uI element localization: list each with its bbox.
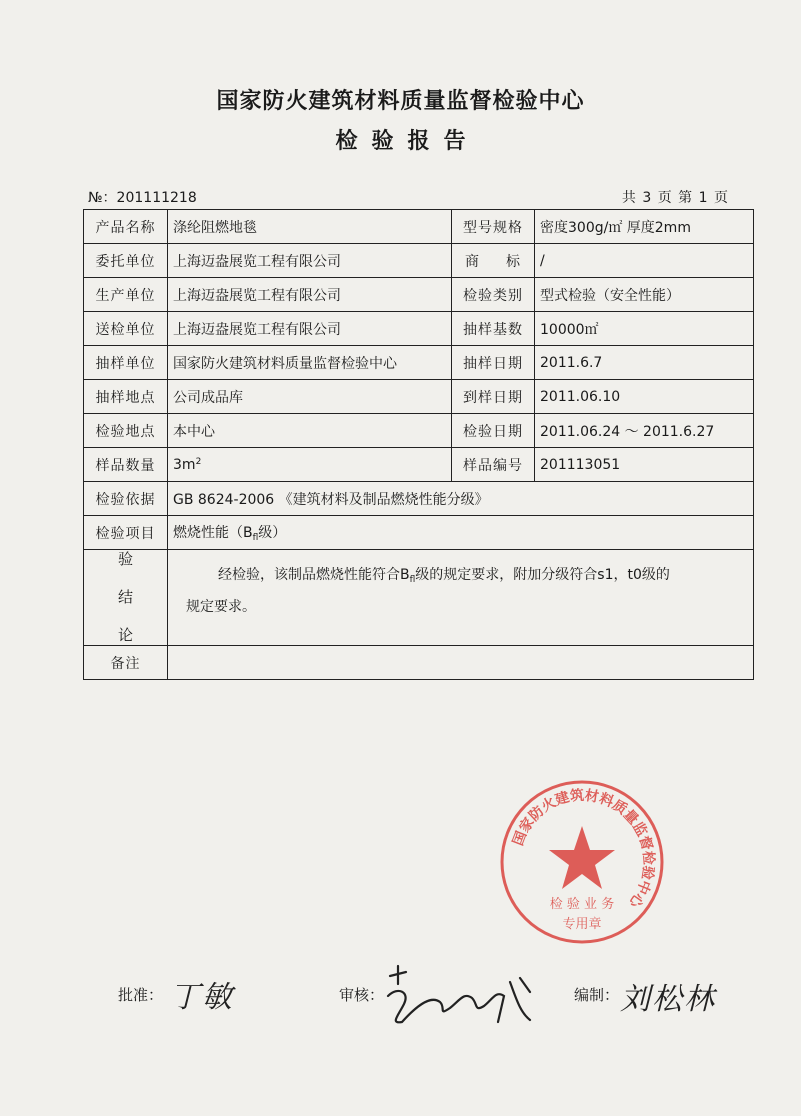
test-date-value: 2011.06.24 ～ 2011.6.27	[535, 414, 754, 448]
basis-value: GB 8624-2006 《建筑材料及制品燃烧性能分级》	[168, 482, 754, 516]
review-signature	[380, 962, 550, 1032]
item-value-b: 级）	[258, 525, 287, 541]
manufacturer-value: 上海迈盎展览工程有限公司	[168, 278, 452, 312]
table-row	[84, 516, 754, 550]
trademark-value: /	[535, 244, 754, 278]
page-count: 共 3 页 第 1 页	[621, 190, 729, 206]
product-name-label: 产品名称	[84, 210, 168, 244]
model-spec-value: 密度300g/㎡ 厚度2mm	[535, 210, 754, 244]
seal-ring-text	[509, 787, 657, 912]
conclusion-body	[168, 550, 754, 646]
sample-qty-value	[168, 448, 452, 482]
table-row	[84, 380, 754, 414]
seal-ring	[502, 782, 662, 942]
table-row	[84, 448, 754, 482]
approve-signature: 丁敏	[170, 980, 234, 1015]
conclusion-line-1	[218, 562, 670, 593]
remarks-row	[84, 646, 754, 680]
remarks-value	[168, 646, 754, 680]
compile-label: 编制：	[574, 986, 620, 1004]
official-seal-stamp	[498, 778, 666, 946]
conclusion-line-1-sub: fl	[409, 575, 416, 585]
conclusion-line-1a: 经检验，该制品燃烧性能符合B	[218, 567, 410, 583]
arrival-date-value: 2011.06.10	[535, 380, 754, 414]
report-table	[83, 209, 754, 680]
trademark-label-b: 标	[506, 253, 521, 270]
item-value-sub: fl	[252, 533, 259, 543]
sampling-unit-label: 抽样单位	[84, 346, 168, 380]
seal-center-b: 专用章	[562, 917, 602, 932]
sample-qty-number: 3	[173, 456, 182, 473]
trademark-label-a: 商	[465, 253, 480, 270]
test-place-label: 检验地点	[84, 414, 168, 448]
manufacturer-label: 生产单位	[84, 278, 168, 312]
table-row	[84, 312, 754, 346]
test-type-value: 型式检验（安全性能）	[535, 278, 754, 312]
model-spec-label: 型号规格	[452, 210, 535, 244]
conclusion-line-3	[218, 644, 671, 646]
conclusion-label-char: 结	[117, 588, 133, 606]
conclusion-line-2: 规定要求。	[186, 599, 256, 615]
conclusion-label	[84, 550, 168, 646]
arrival-date-label: 到样日期	[452, 380, 535, 414]
compile-signature: 刘松林	[620, 982, 716, 1017]
approve-label: 批准：	[118, 986, 164, 1004]
table-row	[84, 210, 754, 244]
conclusion-line-1b: 级的规定要求，附加分级符合s1，t0级的	[415, 567, 670, 583]
client-value: 上海迈盎展览工程有限公司	[168, 244, 452, 278]
test-date-label: 检验日期	[452, 414, 535, 448]
table-row	[84, 244, 754, 278]
sample-qty-label: 样品数量	[84, 448, 168, 482]
conclusion-label-char: 验	[117, 550, 133, 568]
sampling-place-value: 公司成品库	[168, 380, 452, 414]
seal-star-icon	[549, 826, 615, 889]
org-title: 国家防火建筑材料质量监督检验中心	[216, 89, 585, 114]
basis-label: 检验依据	[84, 482, 168, 516]
sampling-place-label: 抽样地点	[84, 380, 168, 414]
sampling-date-label: 抽样日期	[452, 346, 535, 380]
seal-center-a: 检 验 业 务	[549, 897, 615, 912]
seal-ring-textpath: 国家防火建筑材料质量监督检验中心	[510, 787, 657, 911]
sampling-date-value: 2011.6.7	[535, 346, 754, 380]
report-number: №：201111218	[88, 190, 197, 206]
table-row	[84, 278, 754, 312]
document-title: 检验报告	[335, 129, 480, 154]
remarks-label: 备注	[84, 646, 168, 680]
product-name-value: 涤纶阻燃地毯	[168, 210, 452, 244]
submitter-value: 上海迈盎展览工程有限公司	[168, 312, 452, 346]
sample-no-value: 201113051	[535, 448, 754, 482]
sampling-unit-value: 国家防火建筑材料质量监督检验中心	[168, 346, 452, 380]
table-row	[84, 414, 754, 448]
sample-base-label: 抽样基数	[452, 312, 535, 346]
test-place-value: 本中心	[168, 414, 452, 448]
client-label: 委托单位	[84, 244, 168, 278]
sample-no-label: 样品编号	[452, 448, 535, 482]
item-label: 检验项目	[84, 516, 168, 550]
trademark-label	[452, 244, 535, 278]
sample-qty-unit: m	[181, 456, 196, 473]
test-type-label: 检验类别	[452, 278, 535, 312]
sample-base-value: 10000㎡	[535, 312, 754, 346]
item-value	[168, 516, 754, 550]
conclusion-row	[84, 550, 754, 646]
table-row	[84, 346, 754, 380]
item-value-a: 燃烧性能（B	[173, 525, 253, 541]
conclusion-label-char: 论	[117, 626, 133, 644]
sample-qty-unit-exp: 2	[195, 456, 202, 467]
table-row	[84, 482, 754, 516]
review-label: 审核：	[339, 986, 385, 1004]
submitter-label: 送检单位	[84, 312, 168, 346]
